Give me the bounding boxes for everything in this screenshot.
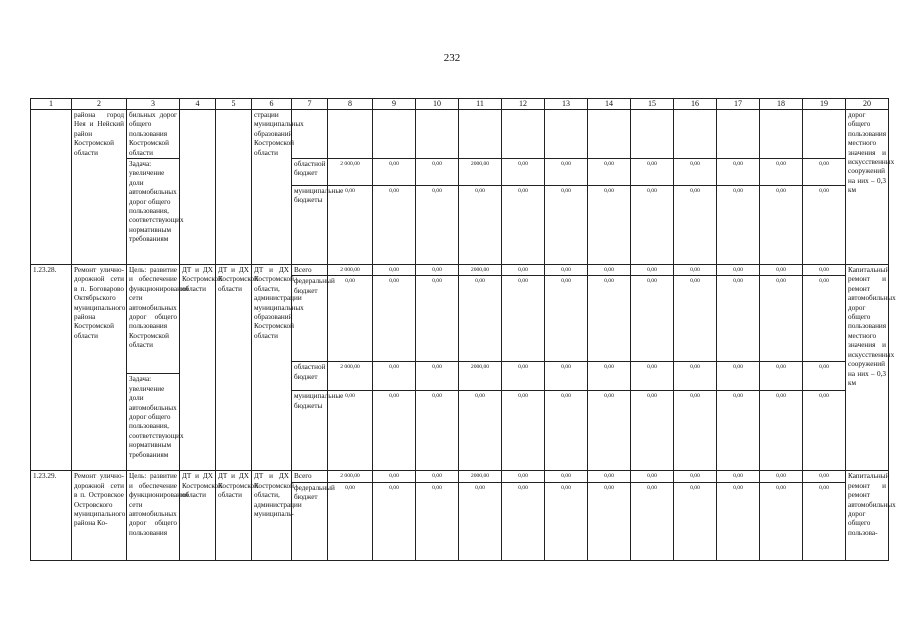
- amount-cell: 0,00: [416, 471, 459, 482]
- amount-cell: 0,00: [588, 391, 631, 471]
- cell-source: Всего: [292, 471, 328, 482]
- amount-cell: 0,00: [588, 482, 631, 560]
- table-row: [31, 159, 889, 186]
- header-cell: 16: [674, 99, 717, 110]
- header-cell: 8: [328, 99, 373, 110]
- cell-exec2: [216, 110, 252, 265]
- empty-cell: [631, 110, 674, 159]
- header-cell: 19: [803, 99, 846, 110]
- amount-cell: 2 000,00: [328, 265, 373, 276]
- header-cell: 14: [588, 99, 631, 110]
- amount-cell: 0,00: [674, 186, 717, 265]
- amount-cell: 0,00: [502, 391, 545, 471]
- empty-cell: [545, 110, 588, 159]
- cell-name: Ремонт улично-дорожной сети в п. Боговарово Октябрьского муниципального района Костромской области: [72, 265, 127, 471]
- amount-cell: 0,00: [631, 265, 674, 276]
- amount-cell: 0,00: [717, 391, 760, 471]
- cell-source: федеральный бюджет: [292, 276, 328, 362]
- amount-cell: 0,00: [373, 276, 416, 362]
- header-row: [31, 99, 889, 110]
- header-cell: 2: [72, 99, 127, 110]
- amount-cell: 2000,00: [459, 265, 502, 276]
- cell-name: района город Нея и Нейский район Костромской области: [72, 110, 127, 265]
- amount-cell: 0,00: [328, 482, 373, 560]
- cell-num: [31, 110, 72, 265]
- amount-cell: 0,00: [674, 391, 717, 471]
- amount-cell: 0,00: [674, 159, 717, 186]
- header-cell: 12: [502, 99, 545, 110]
- cell-source: муниципальные бюджеты: [292, 391, 328, 471]
- amount-cell: 0,00: [416, 186, 459, 265]
- cell-task: Задача: увеличение доли автомобильных дорог общего пользования, соответствующих нормативным требованиям: [127, 159, 180, 265]
- amount-cell: 0,00: [760, 186, 803, 265]
- cell-admin: ДТ и ДХ Костромской области, администрации муниципаль-: [252, 471, 292, 560]
- amount-cell: 0,00: [803, 265, 846, 276]
- amount-cell: 0,00: [760, 482, 803, 560]
- cell-admin: ДТ и ДХ Костромской области, администрации муниципальных образований Костромской области: [252, 265, 292, 471]
- cell-task: Задача: увеличение доли автомобильных дорог общего пользования, соответствующих нормативным требованиям: [127, 374, 180, 471]
- table-row: [31, 265, 889, 276]
- cell-result: дорог общего пользования местного значения и искусственных сооружений на них – 0,3 км: [846, 110, 889, 265]
- amount-cell: 0,00: [760, 391, 803, 471]
- amount-cell: 0,00: [416, 159, 459, 186]
- amount-cell: 0,00: [545, 391, 588, 471]
- amount-cell: 0,00: [373, 482, 416, 560]
- cell-source: Всего: [292, 265, 328, 276]
- header-cell: 9: [373, 99, 416, 110]
- amount-cell: 0,00: [416, 482, 459, 560]
- amount-cell: 0,00: [803, 471, 846, 482]
- cell-source: областной бюджет: [292, 362, 328, 391]
- header-cell: 4: [180, 99, 216, 110]
- amount-cell: 0,00: [588, 276, 631, 362]
- amount-cell: 0,00: [545, 276, 588, 362]
- cell-source: [292, 110, 328, 159]
- amount-cell: 0,00: [416, 362, 459, 391]
- cell-result: Капитальный ремонт и ремонт автомобильных дорог общего пользования местного значения и искусственных сооружений на них – 0,3 км: [846, 265, 889, 471]
- amount-cell: 0,00: [717, 362, 760, 391]
- header-cell: 6: [252, 99, 292, 110]
- amount-cell: 0,00: [717, 159, 760, 186]
- header-cell: 3: [127, 99, 180, 110]
- amount-cell: 0,00: [803, 391, 846, 471]
- table-row: [31, 471, 889, 482]
- amount-cell: 0,00: [803, 159, 846, 186]
- amount-cell: 0,00: [373, 362, 416, 391]
- cell-source: областной бюджет: [292, 159, 328, 186]
- amount-cell: 0,00: [328, 186, 373, 265]
- cell-source: муниципальные бюджеты: [292, 186, 328, 265]
- amount-cell: 0,00: [760, 265, 803, 276]
- header-cell: 7: [292, 99, 328, 110]
- amount-cell: 2000,00: [459, 159, 502, 186]
- amount-cell: 0,00: [416, 276, 459, 362]
- amount-cell: 2 000,00: [328, 362, 373, 391]
- header-cell: 20: [846, 99, 889, 110]
- amount-cell: 2 000,00: [328, 159, 373, 186]
- empty-cell: [502, 110, 545, 159]
- amount-cell: 0,00: [674, 276, 717, 362]
- amount-cell: 0,00: [545, 186, 588, 265]
- amount-cell: 2000,00: [459, 362, 502, 391]
- amount-cell: 0,00: [545, 159, 588, 186]
- amount-cell: 0,00: [373, 186, 416, 265]
- amount-cell: 0,00: [631, 362, 674, 391]
- amount-cell: 0,00: [803, 276, 846, 362]
- amount-cell: 0,00: [760, 471, 803, 482]
- header-cell: 10: [416, 99, 459, 110]
- cell-exec1: ДТ и ДХ Костромской области: [180, 471, 216, 560]
- cell-name: Ремонт улично-дорожной сети в п. Островское Островского муниципального района Ко-: [72, 471, 127, 560]
- amount-cell: 0,00: [373, 471, 416, 482]
- amount-cell: 0,00: [803, 482, 846, 560]
- cell-exec2: ДТ и ДХ Костромской области: [216, 471, 252, 560]
- page-number: 232: [443, 52, 461, 64]
- empty-cell: [760, 110, 803, 159]
- amount-cell: 0,00: [459, 186, 502, 265]
- cell-goal: Цель: развитие и обеспечение функционирования сети автомобильных дорог общего пользования Костромской области: [127, 265, 180, 374]
- cell-goal: бильных дорог общего пользования Костромской области: [127, 110, 180, 159]
- cell-source: федеральный бюджет: [292, 482, 328, 560]
- amount-cell: 0,00: [717, 186, 760, 265]
- header-cell: 5: [216, 99, 252, 110]
- amount-cell: 0,00: [803, 362, 846, 391]
- amount-cell: 2000,00: [459, 471, 502, 482]
- amount-cell: 0,00: [717, 265, 760, 276]
- amount-cell: 0,00: [502, 276, 545, 362]
- amount-cell: 0,00: [588, 159, 631, 186]
- amount-cell: 0,00: [717, 276, 760, 362]
- header-cell: 17: [717, 99, 760, 110]
- cell-exec2: ДТ и ДХ Костромской области: [216, 265, 252, 471]
- cell-num: 1.23.29.: [31, 471, 72, 560]
- amount-cell: 2 000,00: [328, 471, 373, 482]
- amount-cell: 0,00: [373, 391, 416, 471]
- amount-cell: 0,00: [328, 276, 373, 362]
- empty-cell: [588, 110, 631, 159]
- cell-exec1: [180, 110, 216, 265]
- header-cell: 1: [31, 99, 72, 110]
- empty-cell: [674, 110, 717, 159]
- amount-cell: 0,00: [760, 276, 803, 362]
- amount-cell: 0,00: [588, 265, 631, 276]
- table-row: [31, 110, 889, 159]
- amount-cell: 0,00: [674, 362, 717, 391]
- cell-goal: Цель: развитие и обеспечение функционирования сети автомобильных дорог общего пользования: [127, 471, 180, 560]
- amount-cell: 0,00: [373, 159, 416, 186]
- amount-cell: 0,00: [502, 471, 545, 482]
- amount-cell: 0,00: [502, 186, 545, 265]
- amount-cell: 0,00: [502, 362, 545, 391]
- amount-cell: 0,00: [459, 482, 502, 560]
- amount-cell: 0,00: [631, 276, 674, 362]
- amount-cell: 0,00: [545, 471, 588, 482]
- header-cell: 11: [459, 99, 502, 110]
- amount-cell: 0,00: [545, 362, 588, 391]
- amount-cell: 0,00: [760, 362, 803, 391]
- cell-exec1: ДТ и ДХ Костромской области: [180, 265, 216, 471]
- amount-cell: 0,00: [545, 482, 588, 560]
- amount-cell: 0,00: [631, 159, 674, 186]
- amount-cell: 0,00: [416, 265, 459, 276]
- empty-cell: [373, 110, 416, 159]
- amount-cell: 0,00: [588, 362, 631, 391]
- amount-cell: 0,00: [717, 471, 760, 482]
- amount-cell: 0,00: [502, 159, 545, 186]
- amount-cell: 0,00: [588, 186, 631, 265]
- empty-cell: [328, 110, 373, 159]
- amount-cell: 0,00: [631, 391, 674, 471]
- amount-cell: 0,00: [545, 265, 588, 276]
- amount-cell: 0,00: [588, 471, 631, 482]
- amount-cell: 0,00: [502, 482, 545, 560]
- header-cell: 18: [760, 99, 803, 110]
- amount-cell: 0,00: [631, 482, 674, 560]
- amount-cell: 0,00: [674, 482, 717, 560]
- amount-cell: 0,00: [416, 391, 459, 471]
- cell-admin: страции муниципальных образований Костромской области: [252, 110, 292, 265]
- header-cell: 13: [545, 99, 588, 110]
- empty-cell: [459, 110, 502, 159]
- amount-cell: 0,00: [373, 265, 416, 276]
- amount-cell: 0,00: [803, 186, 846, 265]
- empty-cell: [416, 110, 459, 159]
- amount-cell: 0,00: [502, 265, 545, 276]
- amount-cell: 0,00: [674, 265, 717, 276]
- amount-cell: 0,00: [674, 471, 717, 482]
- cell-result: Капитальный ремонт и ремонт автомобильных дорог общего пользова-: [846, 471, 889, 560]
- amount-cell: 0,00: [459, 276, 502, 362]
- empty-cell: [717, 110, 760, 159]
- amount-cell: 0,00: [459, 391, 502, 471]
- header-cell: 15: [631, 99, 674, 110]
- program-table: [30, 98, 896, 561]
- amount-cell: 0,00: [328, 391, 373, 471]
- amount-cell: 0,00: [631, 186, 674, 265]
- amount-cell: 0,00: [717, 482, 760, 560]
- cell-num: 1.23.28.: [31, 265, 72, 471]
- amount-cell: 0,00: [760, 159, 803, 186]
- empty-cell: [803, 110, 846, 159]
- amount-cell: 0,00: [631, 471, 674, 482]
